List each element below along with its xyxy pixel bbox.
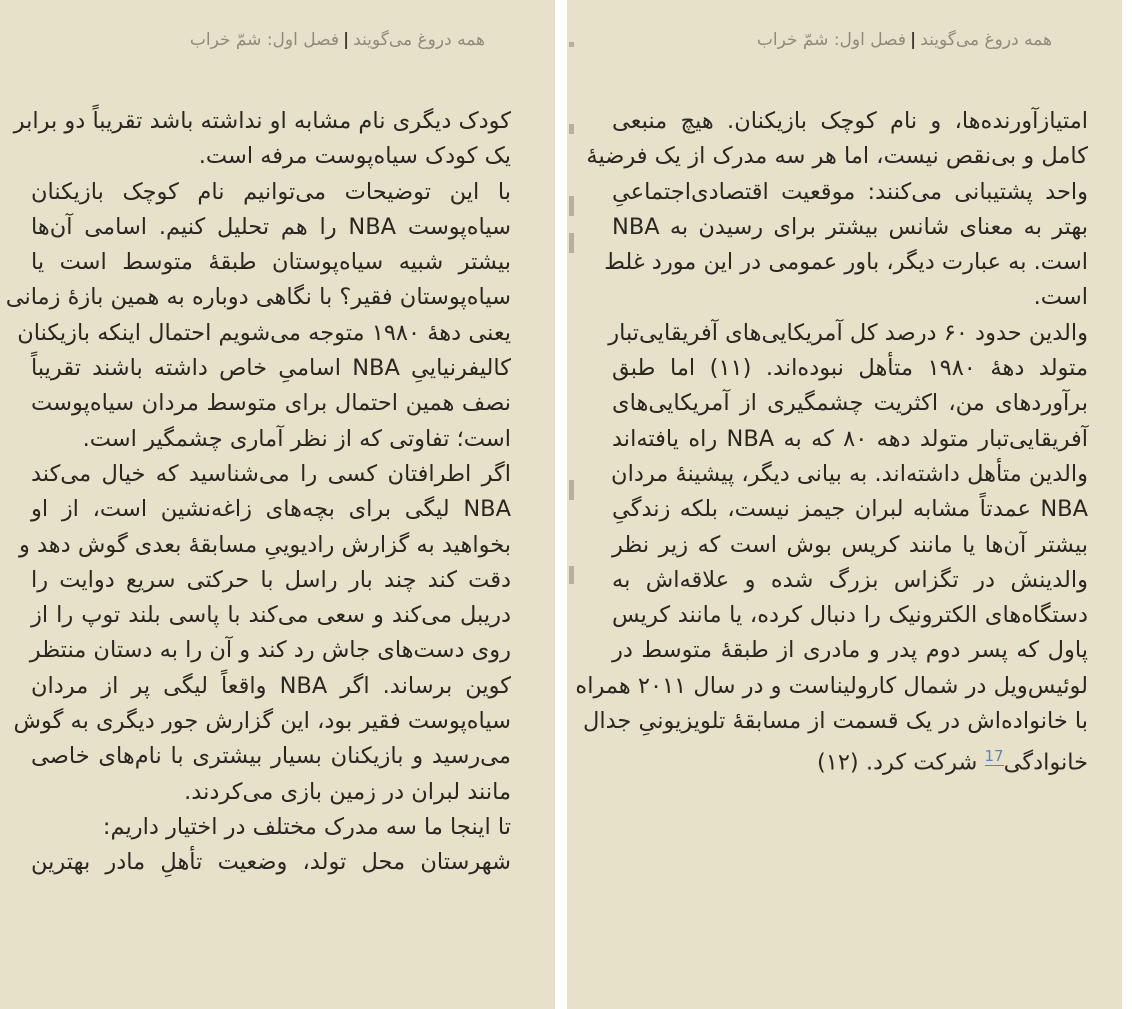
text-line: والدین متأهل داشته‌اند. به بیانی دیگر، پیشینهٔ مردان [611, 460, 1088, 487]
text-line: روی دست‌های جاش رد کند و آن را به دستان منتظر [29, 637, 511, 664]
running-header [757, 30, 1052, 50]
text-line: است. [1033, 284, 1088, 311]
text-line: NBA عمدتاً مشابه لبران جیمز نیست، بلکه زندگیِ [612, 496, 1088, 523]
page-edge-mark [569, 233, 574, 253]
chapter-title: فصل اول: شمّ خراب [756, 30, 906, 50]
text-line: کامل و بی‌نقص نیست، اما هر سه مدرک از یک فرضیهٔ [586, 143, 1088, 170]
text-line: پاول که پسر دوم پدر و مادری از طبقهٔ متوسط در [612, 637, 1088, 664]
text-line: تا اینجا ما سه مدرک مختلف در اختیار داریم: [102, 813, 511, 840]
text-line: یک کودک سیاه‌پوست مرفه است. [198, 143, 511, 170]
text-line: می‌رسید و بازیکنان بسیار بیشتری با نام‌های خاصی [31, 743, 511, 770]
text-line: است. به عبارت دیگر، باور عمومی در این مورد غلط [604, 249, 1088, 276]
text-line: سیاه‌پوست فقیر بود، این گزارش جور دیگری به گوش [13, 708, 511, 735]
right-page [567, 0, 1122, 1009]
book-title: همه دروغ می‌گویند [353, 30, 485, 50]
text-line: والدینش در تگزاس بزرگ شده و علاقه‌اش به [612, 566, 1088, 593]
text-line: دقت کند چند بار راسل با حرکتی سریع دوایت را [31, 566, 511, 593]
text-line: آفریقایی‌تبار متولد دهه ۸۰ که به NBA راه یافته‌اند [612, 425, 1088, 452]
text-line: بخواهید به گزارش رادیوییِ مسابقهٔ بعدی گوش دهد و [18, 531, 511, 558]
page-edge-mark [569, 480, 574, 500]
page-edge-mark [569, 566, 574, 584]
chapter-title: فصل اول: شمّ خراب [189, 30, 339, 50]
running-header [190, 30, 485, 50]
left-page [0, 0, 555, 1009]
text-line: کوین برساند. اگر NBA واقعاً لیگی پر از مردان [31, 672, 511, 699]
text-line: والدین حدود ۶۰ درصد کل آمریکایی‌های آفریقایی‌تبار [608, 319, 1088, 346]
footnote-link[interactable]: 17 [984, 747, 1004, 766]
text-line: اگر اطرافتان کسی را می‌شناسید که خیال می‌کند [31, 460, 511, 487]
book-title: همه دروغ می‌گویند [920, 30, 1052, 50]
text-line: بیشتر شبیه سیاه‌پوستان طبقهٔ متوسط است یا [31, 249, 511, 276]
text-line: متولد دههٔ ۱۹۸۰ متأهل نبوده‌اند. (۱۱) اما طبق [612, 355, 1089, 382]
text-line: بهتر به معنای شانس بیشتر برای رسیدن به NBA [612, 213, 1088, 240]
text-line: با خانواده‌اش در یک قسمت از مسابقهٔ تلویزیونیِ جدال [582, 708, 1088, 735]
text-line-last [612, 739, 1088, 774]
right-body-text [575, 104, 1089, 776]
page-edge-mark [569, 42, 574, 47]
text-line: مانند لبران در زمین بازی می‌کردند. [184, 778, 511, 805]
text-line: با این توضیحات می‌توانیم نام کوچک بازیکنان [31, 178, 511, 205]
text-line: کالیفرنیاییِ NBA اسامیِ خاص داشته باشند تقریباً [31, 355, 511, 382]
page-edge-mark [569, 196, 574, 216]
text-line: بیشتر آن‌ها یا مانند کریس بوش است که زیر نظر [612, 531, 1088, 558]
text-line: دریبل می‌کند و سعی می‌کند با پاسی بلند توپ را از [31, 602, 511, 629]
text-segment: شرکت کرد. (۱۲) [816, 749, 985, 776]
text-line: سیاه‌پوست NBA را هم تحلیل کنیم. اسامی آن‌ها [31, 213, 511, 240]
left-body-text [5, 104, 511, 881]
text-line: نصف همین احتمال برای متوسط مردان سیاه‌پوست [31, 390, 511, 417]
text-line: یعنی دههٔ ۱۹۸۰ متوجه می‌شویم احتمال اینکه بازیکنان [17, 319, 511, 346]
text-line: NBA لیگی برای بچه‌های زاغه‌نشین است، از او [31, 496, 511, 523]
text-line: امتیازآورنده‌ها، و نام کوچک بازیکنان. هیچ منبعی [612, 108, 1088, 134]
text-line: شهرستان محل تولد، وضعیت تأهلِ مادر بهترین [31, 849, 511, 876]
header-separator: | [909, 30, 917, 50]
page-edge-mark [569, 124, 574, 134]
text-line: برآوردهای من، اکثریت چشمگیری از آمریکایی‌های [612, 390, 1088, 417]
header-separator: | [342, 30, 350, 50]
text-line: واحد پشتیبانی می‌کنند: موقعیت اقتصادی‌اجتماعیِ [612, 178, 1088, 205]
text-line: لوئیس‌ویل در شمال کارولیناست و در سال ۲۰۱۱ همراه [575, 672, 1088, 699]
text-line: کودک دیگری نام مشابه او نداشته باشد تقریباً دو برابر [13, 108, 511, 134]
text-line: سیاه‌پوستان فقیر؟ با نگاهی دوباره به همین بازهٔ زمانی [5, 284, 511, 311]
text-line: است؛ تفاوتی که از نظر آماری چشمگیر است. [82, 425, 511, 452]
text-line: دستگاه‌های الکترونیک را دنبال کرده، یا مانند کریس [612, 602, 1088, 629]
text-segment: خانوادگی [1003, 749, 1088, 776]
